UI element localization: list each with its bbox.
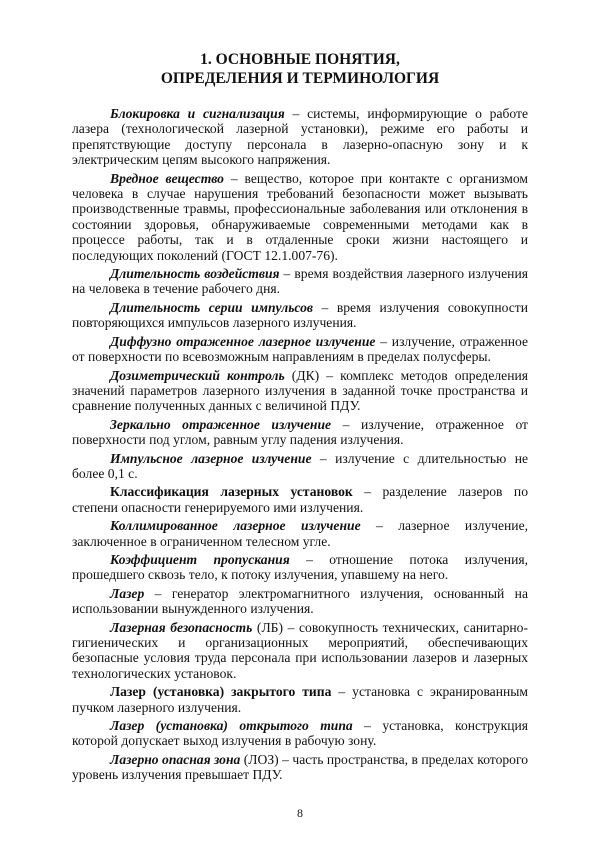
- definition-term: Блокировка и сигнализация: [110, 106, 285, 121]
- definition-text: – излучение, отраженное от поверхности под углом, равным углу падения излучения.: [72, 416, 528, 448]
- definition-term: Зеркально отраженное излучение: [110, 416, 332, 432]
- definitions-list: [72, 106, 528, 783]
- definition-entry: [72, 518, 528, 549]
- definition-text: – генератор электромагнитного излучения, основанный на использовании вынужденного излучения.: [72, 585, 528, 617]
- definition-entry: [72, 552, 528, 583]
- definition-term: Лазерная безопасность: [110, 619, 253, 635]
- definition-term: Лазер (установка) открытого типа: [110, 718, 353, 734]
- definition-text: – установка, конструкция которой допускает выход излучения в рабочую зону.: [72, 718, 528, 749]
- definition-term: Импульсное лазерное излучение: [110, 450, 312, 466]
- definition-entry: [72, 620, 528, 682]
- definition-term: Диффузно отраженное лазерное излучение: [110, 333, 376, 349]
- definition-term: Лазер (установка) закрытого типа: [110, 684, 332, 700]
- definition-term: Вредное вещество: [110, 170, 224, 186]
- definition-entry: [72, 451, 528, 482]
- definition-text: (ДК) – комплекс методов определения значений параметров лазерного излучения в заданной точке пространства и сравнение полученных данных с величиной ПДУ.: [72, 367, 528, 414]
- definition-entry: [72, 368, 528, 414]
- definition-text: – лазерное излучение, заключенное в ограниченном телесном угле.: [72, 518, 528, 549]
- definition-entry: [72, 171, 528, 263]
- definition-term: Длительность серии импульсов: [110, 299, 313, 315]
- definition-term: Коллимированное лазерное излучение: [110, 518, 361, 534]
- definition-text: (ЛБ) – совокупность технических, санитарно-гигиенических и организационных мероприятий, обеспечивающих безопасные условия труда персонала при использовании лазеров и лазерных технологических установок.: [72, 619, 528, 681]
- definition-entry: [72, 300, 528, 331]
- page-number: 8: [297, 806, 303, 820]
- definition-term: Лазер: [110, 585, 145, 601]
- document-page: [72, 50, 528, 786]
- definition-entry: [72, 684, 528, 715]
- definition-text: – излучение с длительностью не более 0,1 с.: [72, 450, 528, 481]
- definition-entry: [72, 752, 528, 783]
- definition-term: Длительность воздействия: [110, 266, 280, 282]
- definition-entry: [72, 417, 528, 448]
- definition-text: – разделение лазеров по степени опасности генерируемого ими излучения.: [72, 484, 528, 515]
- definition-text: – время воздействия лазерного излучения на человека в течение рабочего дня.: [72, 266, 528, 297]
- page-title: [72, 50, 528, 88]
- definition-term: Дозиметрический контроль: [110, 367, 285, 383]
- definition-text: – установка с экранированным пучком лазерного излучения.: [72, 684, 528, 715]
- definition-term: Коэффициент пропускания: [110, 551, 290, 567]
- definition-text: – системы, информирующие о работе лазера (технологической лазерной установки), режиме его работы и препятствующие доступу персонала в лазерно-опасную зону и к электрическим цепям высокого напряжения.: [72, 106, 528, 168]
- definition-entry: [72, 586, 528, 617]
- definition-term: Лазерно опасная зона: [110, 751, 241, 767]
- definition-entry: [72, 106, 528, 168]
- definition-term: Классификация лазерных установок: [110, 484, 353, 500]
- definition-text: – излучение, отраженное от поверхности по всевозможным направлениям в пределах полусферы.: [72, 333, 528, 365]
- definition-text: – вещество, которое при контакте с организмом человека в случае нарушения требований безопасности может вызывать производственные травмы, профессиональные заболевания или отклонения в состоянии здоровья, обнаруживаемые современными методами как в процессе работы, так и в отдаленные сроки жизни настоящего и последующих поколений (ГОСТ 12.1.007-76).: [72, 170, 528, 263]
- title-line-1: 1. ОСНОВНЫЕ ПОНЯТИЯ,: [200, 51, 400, 68]
- definition-text: – время излучения совокупности повторяющихся импульсов лазерного излучения.: [72, 299, 528, 331]
- definition-text: – отношение потока излучения, прошедшего сквозь тело, к потоку излучения, упавшему на него.: [72, 551, 528, 583]
- definition-entry: [72, 266, 528, 297]
- definition-entry: [72, 484, 528, 515]
- title-line-2: ОПРЕДЕЛЕНИЯ И ТЕРМИНОЛОГИЯ: [160, 70, 440, 87]
- definition-entry: [72, 334, 528, 365]
- definition-text: (ЛОЗ) – часть пространства, в пределах которого уровень излучения превышает ПДУ.: [72, 751, 528, 783]
- definition-entry: [72, 718, 528, 749]
